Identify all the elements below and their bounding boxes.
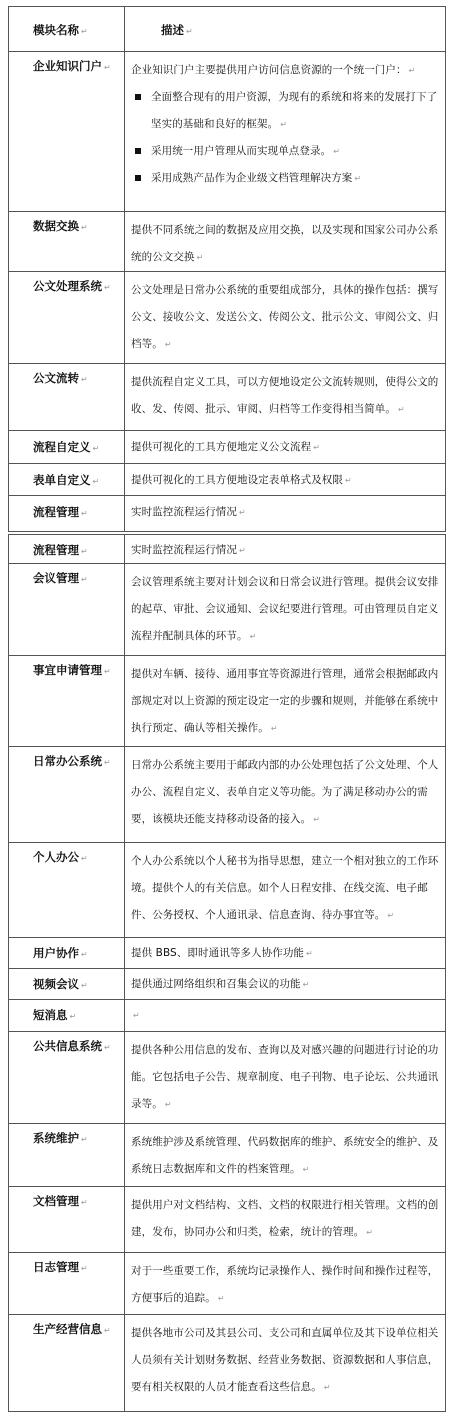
module-description: 提供可视化的工具方便地定义公文流程 ↵ xyxy=(131,441,321,453)
paragraph-mark: ↵ xyxy=(186,27,193,36)
paragraph-mark: ↵ xyxy=(239,508,246,517)
paragraph-mark: ↵ xyxy=(164,1100,172,1109)
paragraph-mark: ↵ xyxy=(81,981,88,990)
table-row xyxy=(8,969,446,1000)
module-description: 实时监控流程运行情况 ↵ xyxy=(131,506,246,518)
paragraph-mark: ↵ xyxy=(387,911,395,920)
table-row xyxy=(8,431,446,464)
paragraph-mark: ↵ xyxy=(81,509,88,518)
module-description: 系统维护涉及系统管理、代码数据库的维护、系统安全的维护、及系统日志数据库和文件的档案管理。 ↵ xyxy=(131,1136,439,1175)
bullet-item: 全面整合现有的用户资源，为现有的系统和将来的发展打下了坚实的基础和良好的框架。 ↵ xyxy=(131,84,439,138)
paragraph-mark: ↵ xyxy=(354,174,362,183)
paragraph-mark: ↵ xyxy=(313,815,321,824)
paragraph-mark: ↵ xyxy=(239,546,246,555)
table-row xyxy=(8,656,446,747)
module-description: 提供可视化的工具方便地设定表单格式及权限 ↵ xyxy=(131,474,352,486)
module-name: 视频会议 ↵ xyxy=(33,977,88,991)
module-name: 日志管理 ↵ xyxy=(33,1260,88,1274)
module-description: 对于一些重要工作，系统均记录操作人、操作时间和操作过程等，方便事后的追踪。 ↵ xyxy=(131,1265,439,1304)
module-description: 提供流程自定义工具，可以方便地设定公文流转规则，使得公文的收、发、传阅、批示、审阅、归档等工作变得相当简单。 ↵ xyxy=(131,376,439,415)
module-description xyxy=(131,1002,439,1029)
paragraph-mark: ↵ xyxy=(323,1383,331,1392)
module-description: 提供不同系统之间的数据及应用交换，以及实现和国家公司办公系统的公文交换 ↵ xyxy=(131,224,439,263)
table-row xyxy=(8,1032,446,1124)
module-description: 提供各地市公司及其县公司、支公司和直属单位及其下设单位相关人员须有关计划财务数据、经营业务数据、资源数据和人事信息，要有相关权限的人员才能查看这些信息。 ↵ xyxy=(131,1327,439,1393)
paragraph-mark: ↵ xyxy=(104,1326,111,1335)
module-description: 提供 BBS、即时通讯等多人协作功能 ↵ xyxy=(131,947,313,959)
table-row xyxy=(8,1187,446,1253)
paragraph-mark: ↵ xyxy=(302,980,310,989)
module-name: 系统维护 ↵ xyxy=(33,1131,88,1145)
paragraph-mark: ↵ xyxy=(104,283,111,292)
paragraph-mark: ↵ xyxy=(164,340,172,349)
paragraph-mark: ↵ xyxy=(81,575,88,584)
table-row xyxy=(8,938,446,969)
module-name: 流程管理 ↵ xyxy=(33,505,88,519)
module-name: 日常办公系统 ↵ xyxy=(33,754,111,768)
module-name: 数据交换 ↵ xyxy=(33,219,88,233)
paragraph-mark: ↵ xyxy=(345,476,352,485)
module-description: 实时监控流程运行情况 ↵ xyxy=(131,544,246,556)
table-row xyxy=(8,747,446,843)
paragraph-mark: ↵ xyxy=(81,1264,88,1273)
paragraph-mark: ↵ xyxy=(81,547,88,556)
paragraph-mark: ↵ xyxy=(408,66,416,75)
bullet-item: 采用成熟产品作为企业级文档管理解决方案 ↵ xyxy=(131,165,439,192)
module-name: 个人办公 ↵ xyxy=(33,850,88,864)
table-row xyxy=(8,534,446,564)
module-name: 流程管理 ↵ xyxy=(33,543,88,557)
table-header-row xyxy=(8,6,446,52)
module-name: 公文流转 ↵ xyxy=(33,371,88,385)
paragraph-mark: ↵ xyxy=(104,667,111,676)
table-row xyxy=(8,464,446,496)
paragraph-mark: ↵ xyxy=(81,223,88,232)
module-name: 流程自定义 ↵ xyxy=(33,440,100,454)
paragraph-mark: ↵ xyxy=(81,950,88,959)
bullet-item: 采用统一用户管理从而实现单点登录。 ↵ xyxy=(131,138,439,165)
paragraph-mark: ↵ xyxy=(81,1135,88,1144)
module-description: 日常办公系统主要用于邮政内部的办公处理包括了公文处理、个人办公、流程自定义、表单自定义等功能。为了满足移动办公的需要，该模块还能支持移动设备的接入。 ↵ xyxy=(131,759,439,825)
paragraph-mark: ↵ xyxy=(313,443,321,452)
paragraph-mark: ↵ xyxy=(217,1294,225,1303)
paragraph-mark: ↵ xyxy=(270,724,278,733)
module-name: 企业知识门户 ↵ xyxy=(33,59,111,73)
module-name: 生产经营信息 ↵ xyxy=(33,1322,111,1336)
table-row xyxy=(8,364,446,431)
module-name: 会议管理 ↵ xyxy=(33,571,88,585)
module-description: 企业知识门户主要提供用户访问信息资源的一个统一门户： ↵ 全面整合现有的用户资源，为现有的系统和将来的发展打下了坚实的基础和良好的框架。 ↵ 采用统一用户管理从而实现单点登录。 ↵ 采用成熟产品作为企业级文档管理解决方案 ↵ xyxy=(131,57,439,192)
module-description: 会议管理系统主要对计划会议和日常会议进行管理。提供会议安排的起草、审批、会议通知、会议纪要进行管理。可由管理员自定义流程并配制具体的环节。 ↵ xyxy=(131,576,439,642)
paragraph-mark: ↵ xyxy=(133,1011,140,1020)
module-name: 用户协作 ↵ xyxy=(33,946,88,960)
header-module-name: 模块名称 ↵ xyxy=(33,23,88,37)
module-description: 提供对车辆、接待、通用事宜等资源进行管理，通常会根据邮政内部规定对以上资源的预定设定一定的步骤和规则，并能够在系统中执行预定、确认等相关操作。 ↵ xyxy=(131,668,439,734)
module-name: 公文处理系统 ↵ xyxy=(33,279,111,293)
table-row xyxy=(8,564,446,656)
paragraph-mark: ↵ xyxy=(69,1012,77,1021)
paragraph-mark: ↵ xyxy=(92,477,100,486)
paragraph-mark: ↵ xyxy=(306,949,313,958)
table-row xyxy=(8,1253,446,1315)
module-description: 提供各种公用信息的发布、查询以及对感兴趣的问题进行讨论的功能。它包括电子公告、规章制度、电子刊物、电子论坛、公共通讯录等。 ↵ xyxy=(131,1044,439,1110)
table-row xyxy=(8,1315,446,1412)
paragraph-mark: ↵ xyxy=(104,758,111,767)
module-name: 表单自定义 ↵ xyxy=(33,473,100,487)
paragraph-mark: ↵ xyxy=(302,1165,310,1174)
paragraph-mark: ↵ xyxy=(92,444,100,453)
module-description: 公文处理是日常办公系统的重要组成部分，具体的操作包括：撰写公文、接收公文、发送公文、传阅公文、批示公文、审阅公文、归档等。 ↵ xyxy=(131,284,439,350)
module-description: 提供通过网络组织和召集会议的功能 ↵ xyxy=(131,978,310,990)
module-name: 文档管理 ↵ xyxy=(33,1194,88,1208)
module-name: 短消息 ↵ xyxy=(33,1008,77,1022)
module-description: 个人办公系统以个人秘书为指导思想，建立一个相对独立的工作环境。提供个人的有关信息。如个人日程安排、在线交流、电子邮件、公务授权、个人通讯录、信息查询、待办事宜等。 ↵ xyxy=(131,855,439,921)
table-row xyxy=(8,1000,446,1032)
table-row xyxy=(8,1124,446,1187)
table-row xyxy=(8,843,446,938)
module-description: 提供用户对文档结构、文档、文档的权限进行相关管理。文档的创建，发布，协同办公和归类，检索，统计的管理。 ↵ xyxy=(131,1199,439,1238)
paragraph-mark: ↵ xyxy=(81,854,88,863)
paragraph-mark: ↵ xyxy=(196,253,204,262)
paragraph-mark: ↵ xyxy=(81,375,88,384)
paragraph-mark: ↵ xyxy=(81,27,88,36)
module-name: 公共信息系统 ↵ xyxy=(33,1039,111,1053)
paragraph-mark: ↵ xyxy=(280,120,288,129)
paragraph-mark: ↵ xyxy=(366,1228,374,1237)
paragraph-mark: ↵ xyxy=(104,63,111,72)
table-row xyxy=(8,272,446,364)
paragraph-mark: ↵ xyxy=(398,405,405,414)
table-row xyxy=(8,52,446,212)
header-description: 描述 ↵ xyxy=(161,23,193,37)
table-row xyxy=(8,212,446,272)
paragraph-mark: ↵ xyxy=(333,147,341,156)
paragraph-mark: ↵ xyxy=(104,1043,111,1052)
table-row xyxy=(8,496,446,532)
paragraph-mark: ↵ xyxy=(249,632,257,641)
paragraph-mark: ↵ xyxy=(81,1198,88,1207)
module-name: 事宜申请管理 ↵ xyxy=(33,663,111,677)
